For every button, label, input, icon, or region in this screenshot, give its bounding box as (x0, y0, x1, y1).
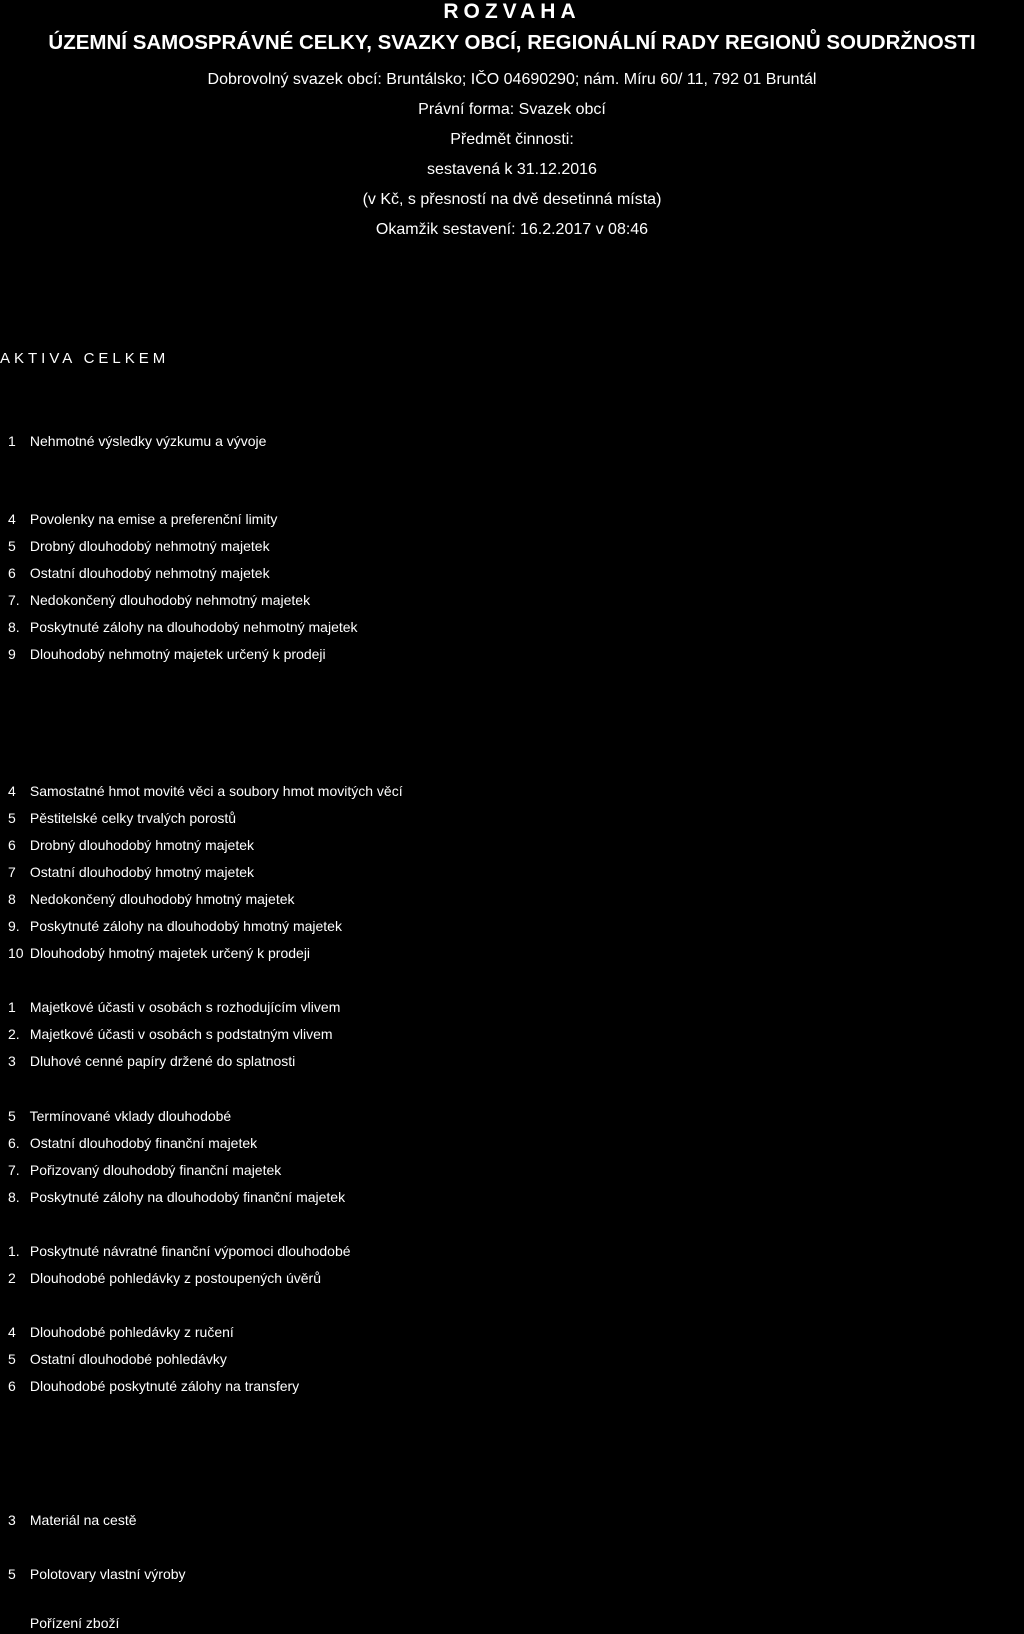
row-number: 8. (8, 1189, 20, 1205)
list-item (8, 809, 236, 827)
row-label: Pěstitelské celky trvalých porostů (29, 810, 237, 826)
row-number: 1. (8, 1243, 20, 1259)
row-number: 7 (8, 864, 16, 880)
row-number: 8. (8, 619, 20, 635)
row-label: Dluhové cenné papíry držené do splatnosti (29, 1053, 296, 1069)
row-number: 5 (8, 1566, 16, 1582)
row-number: 9 (8, 646, 16, 662)
list-item (8, 591, 310, 609)
row-label: Dlouhodobý nehmotný majetek určený k prodeji (29, 646, 326, 662)
row-number: 6 (8, 1378, 16, 1394)
list-item (8, 1614, 119, 1632)
row-label: Drobný dlouhodobý nehmotný majetek (29, 538, 270, 554)
list-item (8, 917, 342, 935)
row-number: 4 (8, 511, 16, 527)
list-item (8, 1511, 137, 1529)
list-item (8, 645, 326, 663)
row-number: 1 (8, 433, 16, 449)
row-label: Nehmotné výsledky výzkumu a vývoje (29, 433, 267, 449)
row-label: Drobný dlouhodobý hmotný majetek (29, 837, 255, 853)
row-label: Ostatní dlouhodobý nehmotný majetek (29, 565, 270, 581)
row-number: 1 (8, 999, 16, 1015)
list-item (8, 510, 277, 528)
row-label: Poskytnuté návratné finanční výpomoci dlouhodobé (29, 1243, 351, 1259)
row-number: 3 (8, 1053, 16, 1069)
document-title: ROZVAHA (443, 0, 581, 23)
list-item (8, 1242, 351, 1260)
list-item (8, 998, 340, 1016)
list-item (8, 1134, 257, 1152)
compiled-date: sestavená k 31.12.2016 (427, 161, 597, 178)
row-label: Nedokončený dlouhodobý nehmotný majetek (29, 592, 311, 608)
list-item (8, 618, 358, 636)
row-label: Ostatní dlouhodobý hmotný majetek (29, 864, 255, 880)
row-number: 7. (8, 592, 20, 608)
list-item (8, 1188, 345, 1206)
row-label: Ostatní dlouhodobý finanční majetek (29, 1135, 258, 1151)
row-number: 6 (8, 565, 16, 581)
row-label: Pořizovaný dlouhodobý finanční majetek (29, 1162, 282, 1178)
list-item (8, 836, 254, 854)
row-number: 4 (8, 783, 16, 799)
list-item (8, 863, 254, 881)
row-number: 9. (8, 918, 20, 934)
list-item (8, 782, 403, 800)
organization-info: Dobrovolný svazek obcí: Bruntálsko; IČO 04690290; nám. Míru 60/ 11, 792 01 Bruntál (207, 71, 817, 88)
row-number: 4 (8, 1324, 16, 1340)
row-number: 8 (8, 891, 16, 907)
list-item (8, 890, 295, 908)
list-item (8, 1565, 186, 1583)
row-number: 5 (8, 810, 16, 826)
list-item (8, 537, 270, 555)
list-item (8, 944, 310, 962)
row-label: Dlouhodobé pohledávky z postoupených úvěrů (29, 1270, 321, 1286)
row-label: Majetkové účasti v osobách s rozhodujícím vlivem (29, 999, 341, 1015)
row-number: 6. (8, 1135, 20, 1151)
list-item (8, 1107, 231, 1125)
row-number: 5 (8, 538, 16, 554)
row-label: Ostatní dlouhodobé pohledávky (29, 1351, 227, 1367)
row-label: Poskytnuté zálohy na dlouhodobý nehmotný majetek (29, 619, 358, 635)
row-label: Nedokončený dlouhodobý hmotný majetek (29, 891, 295, 907)
list-item (8, 1052, 295, 1070)
row-number: 3 (8, 1512, 16, 1528)
document-subtitle: ÚZEMNÍ SAMOSPRÁVNÉ CELKY, SVAZKY OBCÍ, REGIONÁLNÍ RADY REGIONŮ SOUDRŽNOSTI (48, 31, 976, 54)
list-item (8, 1377, 299, 1395)
row-label: Polotovary vlastní výroby (29, 1566, 186, 1582)
section-total-assets: AKTIVA CELKEM (0, 350, 170, 367)
business-subject: Předmět činnosti: (450, 131, 574, 148)
legal-form: Právní forma: Svazek obcí (418, 101, 606, 118)
list-item (8, 564, 270, 582)
row-label: Majetkové účasti v osobách s podstatným vlivem (29, 1026, 333, 1042)
row-number: 7. (8, 1162, 20, 1178)
row-number: 2 (8, 1270, 16, 1286)
row-number: 5 (8, 1108, 16, 1124)
row-label: Samostatné hmot movité věci a soubory hmot movitých věcí (29, 783, 403, 799)
list-item (8, 432, 266, 450)
list-item (8, 1323, 234, 1341)
row-label: Dlouhodobý hmotný majetek určený k prodeji (29, 945, 311, 961)
row-number: 10 (8, 945, 24, 961)
list-item (8, 1269, 321, 1287)
row-label: Termínované vklady dlouhodobé (29, 1108, 232, 1124)
list-item (8, 1161, 281, 1179)
row-label: Dlouhodobé poskytnuté zálohy na transfery (29, 1378, 300, 1394)
row-label: Povolenky na emise a preferenční limity (29, 511, 278, 527)
row-label: Poskytnuté zálohy na dlouhodobý hmotný majetek (29, 918, 342, 934)
list-item (8, 1350, 227, 1368)
row-label: Poskytnuté zálohy na dlouhodobý finanční majetek (29, 1189, 346, 1205)
row-label: Dlouhodobé pohledávky z ručení (29, 1324, 234, 1340)
currency-units-note: (v Kč, s přesností na dvě desetinná místa) (362, 191, 662, 208)
list-item (8, 1025, 333, 1043)
row-number: 6 (8, 837, 16, 853)
row-label: Pořízení zboží (29, 1615, 120, 1631)
row-number: 2. (8, 1026, 20, 1042)
compiled-time: Okamžik sestavení: 16.2.2017 v 08:46 (375, 221, 649, 238)
row-label: Materiál na cestě (29, 1512, 137, 1528)
row-number: 5 (8, 1351, 16, 1367)
